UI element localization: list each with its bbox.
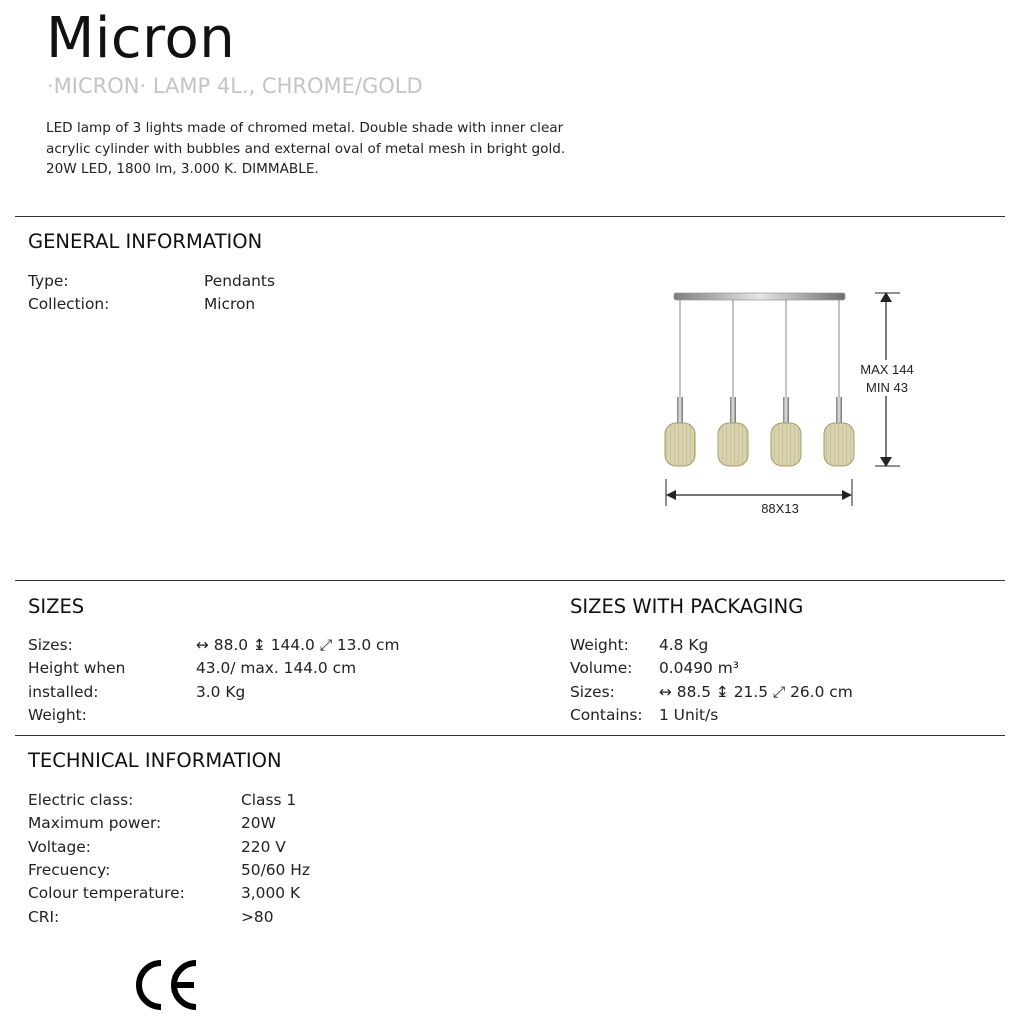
weight-value: 3.0 Kg: [196, 682, 246, 701]
cri-label: CRI:: [28, 907, 60, 926]
packaging-weight-value: 4.8 Kg: [659, 636, 709, 654]
packaging-contains-value: 1 Unit/s: [659, 705, 719, 724]
packaging-table: [570, 634, 990, 729]
pendant-3: [771, 300, 801, 466]
voltage-value: 220 V: [241, 837, 286, 856]
sizes-label: Sizes:: [28, 636, 73, 654]
product-dimension-drawing: [650, 280, 940, 525]
packaging-volume-value: 0.0490 m³: [659, 659, 739, 678]
info-row-collection: [28, 293, 328, 316]
height-installed-label-line2: installed:: [28, 682, 99, 701]
width-dimension-line: [666, 479, 852, 506]
packaging-heading: SIZES WITH PACKAGING: [570, 595, 804, 618]
divider: [15, 735, 1005, 736]
technical-information-heading: TECHNICAL INFORMATION: [28, 749, 282, 772]
packaging-contains-label: Contains:: [570, 705, 643, 724]
general-information-heading: GENERAL INFORMATION: [28, 230, 263, 253]
pendant-1: [665, 300, 695, 466]
packaging-sizes-value: ↔ 88.5 ↨ 21.5 ⤢ 26.0 cm: [659, 682, 853, 701]
voltage-label: Voltage:: [28, 837, 91, 856]
height-max-label: MAX 144: [860, 362, 914, 377]
product-subtitle: ·MICRON· LAMP 4L., CHROME/GOLD: [47, 74, 423, 98]
ce-mark-icon: [132, 957, 202, 1013]
packaging-weight-label: Weight:: [570, 636, 629, 654]
sizes-value: ↔ 88.0 ↨ 144.0 ⤢ 13.0 cm: [196, 636, 400, 654]
type-value: Pendants: [204, 272, 275, 290]
height-min-label: MIN 43: [866, 380, 908, 395]
electric-class-value: Class 1: [241, 791, 297, 809]
frequency-value: 50/60 Hz: [241, 860, 310, 879]
packaging-sizes-label: Sizes:: [570, 682, 615, 701]
collection-label: Collection:: [28, 295, 110, 314]
maximum-power-label: Maximum power:: [28, 814, 162, 833]
width-label: 88X13: [761, 501, 799, 516]
frequency-label: Frecuency:: [28, 860, 111, 879]
general-information-table: [28, 270, 328, 318]
product-title: Micron: [46, 6, 236, 71]
cri-value: >80: [241, 907, 274, 926]
colour-temperature-value: 3,000 K: [241, 884, 301, 903]
maximum-power-value: 20W: [241, 814, 276, 833]
product-description: LED lamp of 3 lights made of chromed metal. Double shade with inner clear acrylic cylinder with bubbles and external oval of metal mesh in bright gold. 20W LED, 1800 lm, 3.000 K. DIMMABLE.: [46, 120, 566, 177]
divider: [15, 580, 1005, 581]
sizes-heading: SIZES: [28, 595, 85, 618]
height-installed-label-line1: Height when: [28, 659, 126, 678]
electric-class-label: Electric class:: [28, 791, 134, 809]
colour-temperature-label: Colour temperature:: [28, 884, 185, 903]
technical-information-table: [28, 789, 428, 931]
pendant-2: [718, 300, 748, 466]
info-row-type: [28, 270, 328, 293]
collection-value: Micron: [204, 295, 256, 314]
height-installed-value: 43.0/ max. 144.0 cm: [196, 659, 357, 678]
packaging-volume-label: Volume:: [570, 659, 633, 678]
type-label: Type:: [28, 272, 69, 290]
pendant-4: [824, 300, 854, 466]
sizes-table: [28, 634, 548, 729]
weight-label: Weight:: [28, 705, 87, 724]
ceiling-canopy: [674, 293, 845, 300]
divider: [15, 216, 1005, 217]
